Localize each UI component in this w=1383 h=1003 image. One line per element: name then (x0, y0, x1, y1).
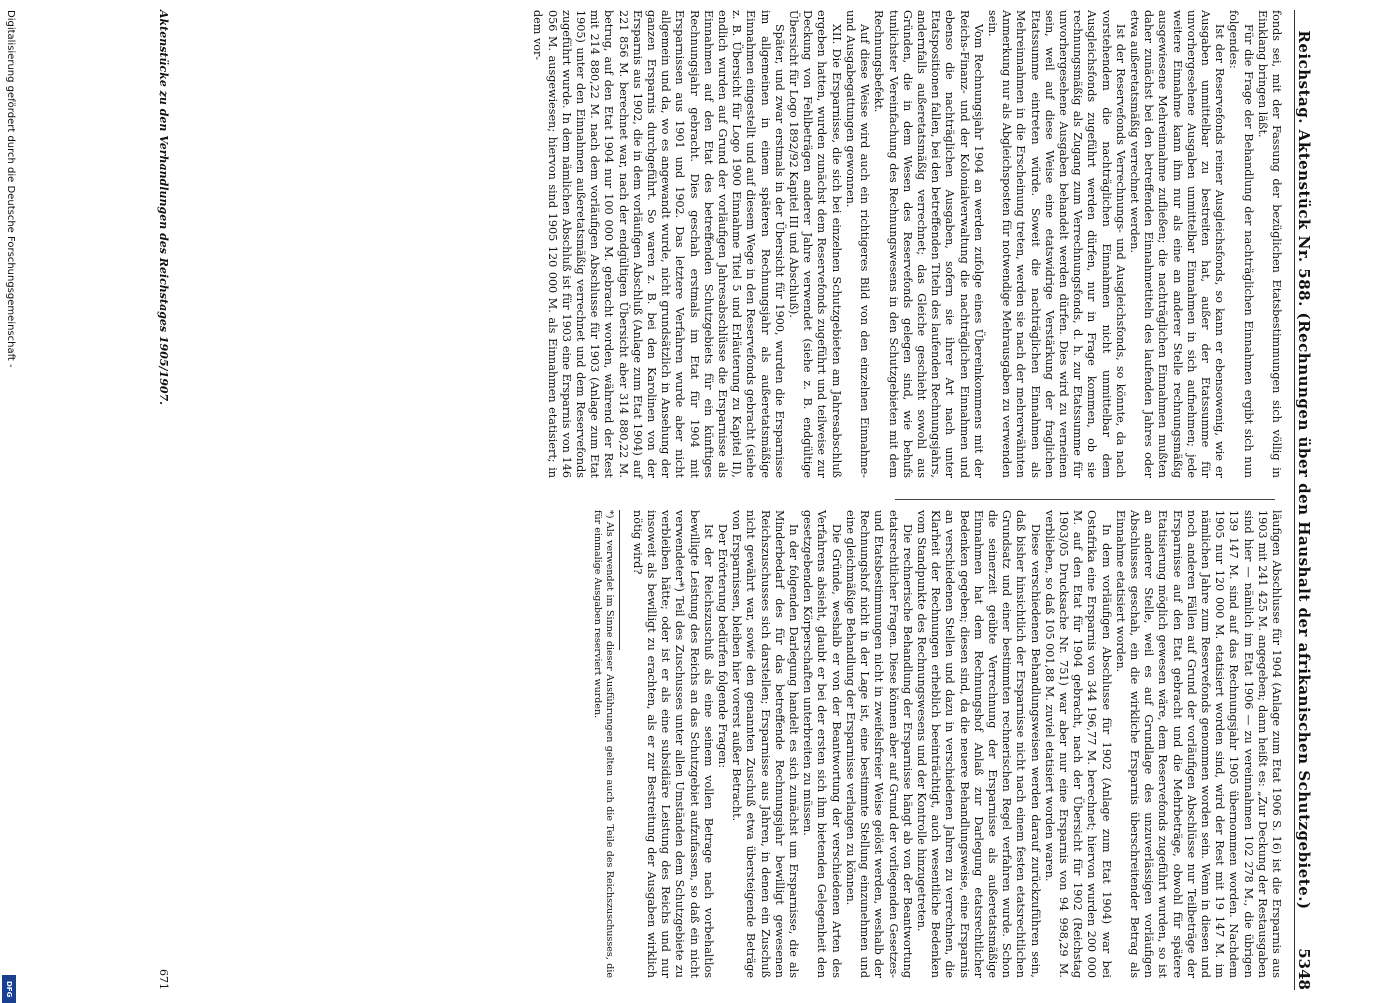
left-column (530, 10, 1283, 478)
paragraph: Ist der Reservefonds reiner Ausgleichsfonds, so kann er ebensowenig, wie er Ausgaben unmittelbar zu bestreiten hat, außer der Etatssumme für unvorhergesehene Ausgaben unmittelbar Einnahmen in sich aufnehmen; jede weitere Einnahme kann ihm nur als eine an anderer Stelle rechnungsmäßig ausgewiesene Mehreinnahme zufließen; die nachträglichen Einnahmen mußten daher zunächst bei den betreffenden Einnahmetiteln des laufenden Jahres oder etwa außeretatsmäßig verrechnet werden. (1127, 10, 1227, 478)
credit-text: Digitalisierung gefördert durch die Deutsche Forschungsgemeinschaft - (5, 10, 16, 368)
document-page (5, 10, 1335, 990)
dfg-logo-icon: DFG (2, 975, 16, 1003)
footnote-rule (619, 510, 620, 650)
footnote: *) Als verwendet im Sinne dieser Ausführungen gelten auch die Teile des Reichszuschusses, die für einmalige Ausgaben reserviert wurden. (591, 510, 615, 978)
page-number: 5348 (1295, 948, 1313, 990)
paragraph: Später, und zwar erstmals in der Übersicht für 1900, wurden die Ersparnisse im allgemeinen in einem späteren Rechnungsjahr als außeretatsmäßige Einnahmen eingestellt und auf diesem Wege in den Reservefonds gebracht (siehe z. B. Übersicht für Logo 1900 Einnahme Titel 5 und Erläuterung zu Kapitel II), endlich wurden auf Grund der vorläufigen Jahresabschlüsse die Ersparnisse als Einnahmen auf den Etat des betreffenden Schutzgebiets für ein künftiges Rechnungsjahr gebracht. Dies geschah erstmals im Etat für 1904 mit Ersparnissen aus 1901 und 1902. Das letztere Verfahren wurde aber nicht allgemein und da, wo es angewandt wurde, nicht grundsätzlich in Ansehung der ganzen Ersparnis durchgeführt. So waren z. B. bei den Karolinen von der Ersparnis aus 1902, die in dem vorläufigen Abschluß (Anlage zum Etat 1904) auf 221 856 M. berechnet war, nach der endgültigen Übersicht aber 314 880,22 M. betrug, auf den Etat 1904 nur 100 000 M. gebracht worden, während der Rest mit 214 880,22 M. nach dem vorläufigen Abschlusse für 1903 (Anlage zum Etat 1905) unter den Einnahmen außeretatsmäßig verrechnet und dem Reservefonds zugeführt wurde. In dem nämlichen Abschluß ist für 1903 eine Ersparnis von 146 056 M. ausgewiesen; hiervon sind 1905 120 000 M. als Einnahmen etatisiert; in dem vor- (531, 10, 786, 478)
paragraph: In dem vorläufigen Abschlusse für 1902 (Anlage zum Etat 1904) war bei Ostafrika eine Ersparnis von 344 196,77 M. berechnet; hiervon wurden 200 000 M. auf den Etat für 1904 gebracht, nach der Übersicht für 1902 (Reichstag 1903/05 Drucksache Nr. 751) war aber nur eine Ersparnis von 94 998,29 M. verblieben, so daß 105 001,88 M. zuviel etatisiert worden waren. (1042, 510, 1113, 978)
paragraph: fonds sei, mit der Fassung der bezüglichen Etatsbestimmungen sich völlig in Einklang bringen läßt. (1255, 10, 1283, 478)
page-header (1294, 10, 1335, 990)
footer-source: Aktenstücke zu den Verhandlungen des Reichstages 1905/1907. (157, 10, 170, 405)
paragraph: Vom Rechnungsjahr 1904 an werden zufolge eines Übereinkommens mit der Reichs-Finanz- und der Kolonialverwaltung die nachträglichen Einnahmen und ebenso die nachträglichen Ausgaben, sofern sie ihrer Art nach unter Etatspositionen fallen, bei den betreffenden Titeln des laufenden Rechnungsjahrs, andernfalls außeretatsmäßig verrechnet; das Gleiche geschieht sowohl aus Gründen, die in dem Wesen des Reservefonds gelegen sind, wie behufs tunlichster Vereinfachung des Rechnungswesens in den Schutzgebieten mit dem Rechnungsbefekt. (872, 10, 985, 478)
paragraph: XII. Die Ersparnisse, die sich bei einzelnen Schutzgebieten am Jahresabschluß ergeben hatten, wurden zunächst dem Reservefonds zugeführt und teilweise zur Deckung von Fehlbeträgen anderer Jahre verwendet (siehe z. B. endgültige Übersicht für Logo 1892/92 Kapitel III und Abschluß). (787, 10, 843, 478)
column-divider (895, 499, 1275, 500)
paragraph: läufigen Abschlusse für 1904 (Anlage zum Etat 1906 S. 16) ist die Ersparnis aus 1903 mit 241 425 M. angegeben; dann heißt es: „Zur Deckung der Restausgaben sind hier — nämlich im Etat 1906 — zu vereinnahmen 102 278 M., die übrigen 139 147 M. sind auf das Rechnungsjahr 1905 übernommen worden. Nachdem 1905 nur 120 000 M. etatisiert worden sind, wird der Rest mit 19 147 M. im nämlichen Jahre zum Reservefonds genommen worden sein. Wenn in diesen und noch anderen Fällen auf Grund der vorläufigen Abschlüsse nur Teilbeträge der Ersparnisse auf den Etat gebracht und die Mehrbeträge, obwohl für spätere Etatisierung möglich gewesen wäre, dem Reservefonds zugeführt wurden, so ist an anderer Stelle, weil es auf Grundlage des unzuverlässigen vorläufigen Abschlusses geschah, ein die wirkliche Ersparnis überschreitender Betrag als Einnahme etatisiert worden. (1113, 510, 1283, 978)
paragraph: Der Erörterung bedürfen folgende Fragen: (716, 524, 730, 769)
right-column (591, 510, 1283, 978)
paragraph: Die Gründe, weshalb er von der Beantwortung der verschiedenen Arten des Verfahrens absieht, glaubt er bei der ersten sich ihm bietenden Gelegenheit den gesetzgebenden Körperschaften unterbreiten zu müssen. (801, 510, 843, 978)
page-title: Reichstag. Aktenstück Nr. 588. (Rechnungen über den Haushalt der afrikanischen Schutzgebiete.) (1295, 30, 1313, 910)
paragraph: Auf diese Weise wird auch ein richtigeres Bild von den einzelnen Einnahme- und Ausgabegattungen gewonnen. (843, 10, 872, 478)
paragraph: Diese verschiedenen Behandlungsweisen werden darauf zurückzuführen sein, daß bisher hinsichtlich der Ersparnisse nicht nach einem festen etatsrechtlichen Grundsatz und einer bestimmten rechnerischen Regel verfahren wurde. Schon die seinerzeit geübte Verrechnung der Ersparnisse als außeretatsmäßige Einnahmen hat dem Rechnungshof Anlaß zur Darlegung etatsrechtlicher Bedenken gegeben; diesen sind, da die neuere Behandlungsweise, eine Ersparnis an verschiedenen Stellen und dazu in verschiedenen Jahren zu verrechnen, die Klarheit der Rechnungen erheblich beeinträchtigt, auch wesentliche Bedenken vom Standpunkte des Rechnungswesens und der Kontrolle hinzugetreten. (914, 510, 1042, 978)
paragraph: Ist der Reichszuschuß als eine seinem vollen Betrage nach vorbehaltlos bewilligte Leistung des Reichs an das Schutzgebiet aufzufassen, so daß ein nicht verwendeter*) Teil des Zuschusses unter allen Umständen dem Schutzgebiete zu verbleiben hätte; oder ist er als eine subsidiäre Leistung des Reichs und nur insoweit als bewilligt zu erachten, als er zur Bestreitung der Ausgaben wirklich nötig wird? (630, 510, 715, 978)
paragraph: Für die Frage der Behandlung der nachträglichen Einnahmen ergibt sich nun folgendes: (1227, 10, 1255, 478)
paragraph: Ist der Reservefonds Verrechnungs- und Ausgleichsfonds, so könnte, da nach vorstehendem die nachträglichen Einnahmen nicht unmittelbar dem Ausgleichsfonds zugeführt werden dürfen, nur in Frage kommen, ob sie rechnungsmäßig als Zugang zum Verrechnungsfonds, d. h. zur Etatssumme für unvorhergesehene Ausgaben behandelt werden dürfen. Dies wird zu verneinen sein, weil auf diese Weise eine etatswidrige Verstärkung der fraglichen Etatssumme eintreten würde. Soweit die nachträglichen Einnahmen als Mehreinnahmen in die Erscheinung treten, werden sie nach der mehrerwähnten Anmerkung nur als Abgleichsposten für notwendige Mehrausgaben zu verwenden sein. (985, 10, 1127, 478)
margin-credit (0, 10, 18, 998)
paragraph: In der folgenden Darlegung handelt es sich zunächst um Ersparnisse, die als Minderbedarf des für das betreffende Rechnungsjahr bewilligt gewesenen Reichszuschusses sich darstellen; Ersparnisse aus Jahren, in denen ein Zuschuß nicht gewährt war, sowie den genannten Zuschuß etwa übersteigende Beträge von Ersparnissen, bleiben hier vorerst außer Betracht. (730, 510, 801, 978)
footer-page-number: 671 (157, 969, 170, 990)
page-footer (150, 10, 170, 990)
paragraph: Die rechnerische Behandlung der Ersparnisse hängt ab von der Beantwortung etatsrechtlicher Fragen. Diese können aber auf Grund der vorliegenden Gesetzes- und Etatsbestimmungen nicht in zweifelsfreier Weise gelöst werden, weshalb der Rechnungshof nicht in der Lage ist, eine bestimmte Stellung einzunehmen und eine gleichmäßige Behandlung der Ersparnisse verlangen zu können. (843, 510, 914, 978)
